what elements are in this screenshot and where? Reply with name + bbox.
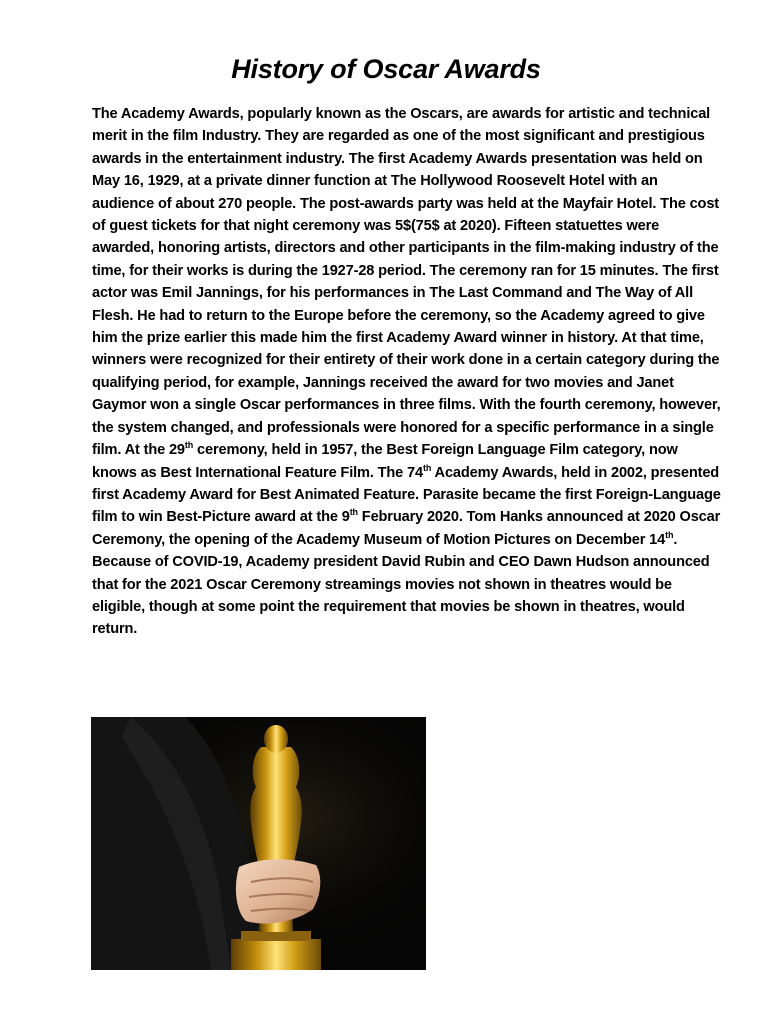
- ordinal-suffix-14th: th: [665, 529, 674, 540]
- ordinal-suffix-74th: th: [422, 462, 432, 473]
- body-paragraph: [92, 103, 722, 641]
- paragraph-text-3: Academy Awards, held in 2002, presented first Academy Award for Best Animated Feature. Parasite became the first Foreign-Language film to win Best-Picture award at the 9: [92, 464, 721, 526]
- paragraph-text-4: February 2020. Tom Hanks announced at 2020 Oscar Ceremony, the opening of the Academy Museum of Motion Pictures on December 14: [92, 509, 721, 548]
- ordinal-suffix-9th: th: [349, 507, 358, 518]
- oscar-statuette-photo: [91, 717, 426, 970]
- paragraph-text-1: The Academy Awards, popularly known as the Oscars, are awards for artistic and technical merit in the film Industry. They are regarded as one of the most significant and prestigious awards in the entertainment industry. The first Academy Awards presentation was held on May 16, 1929, at a private dinner function at The Hollywood Roosevelt Hotel with an audience of about 270 people. The post-awards party was held at the Mayfair Hotel. The cost of guest tickets for that night ceremony was 5$(75$ at 2020). Fifteen statuettes were awarded, honoring artists, directors and other participants in the film-making industry of the time, for their works is during the 1927-28 period. The ceremony ran for 15 minutes. The first actor was Emil Jannings, for his performances in The Last Command and The Way of All Flesh. He had to return to the Europe before the ceremony, so the Academy agreed to give him the prize earlier this made him the first Academy Award winner in history. At that time, winners were recognized for their entirety of their work done in a certain category during the qualifying period, for example, Jannings received the award for two movies and Janet Gaymor won a single Oscar performances in three films. With the fourth ceremony, however, the system changed, and professionals were honored for a specific performance in a single film. At the 29: [92, 106, 721, 459]
- ordinal-suffix-29th: th: [184, 440, 194, 451]
- paragraph-text-2: ceremony, held in 1957, the Best Foreign Language Film category, now knows as Best International Feature Film. The 74: [92, 442, 678, 481]
- paragraph-text-5: . Because of COVID-19, Academy president David Rubin and CEO Dawn Hudson announced that for the 2021 Oscar Ceremony streamings movies not shown in theatres would be eligible, though at some point the requirement that movies be shown in theatres, would return.: [92, 531, 710, 638]
- page-title: History of Oscar Awards: [231, 54, 541, 84]
- oscar-statuette-illustration: [91, 717, 426, 970]
